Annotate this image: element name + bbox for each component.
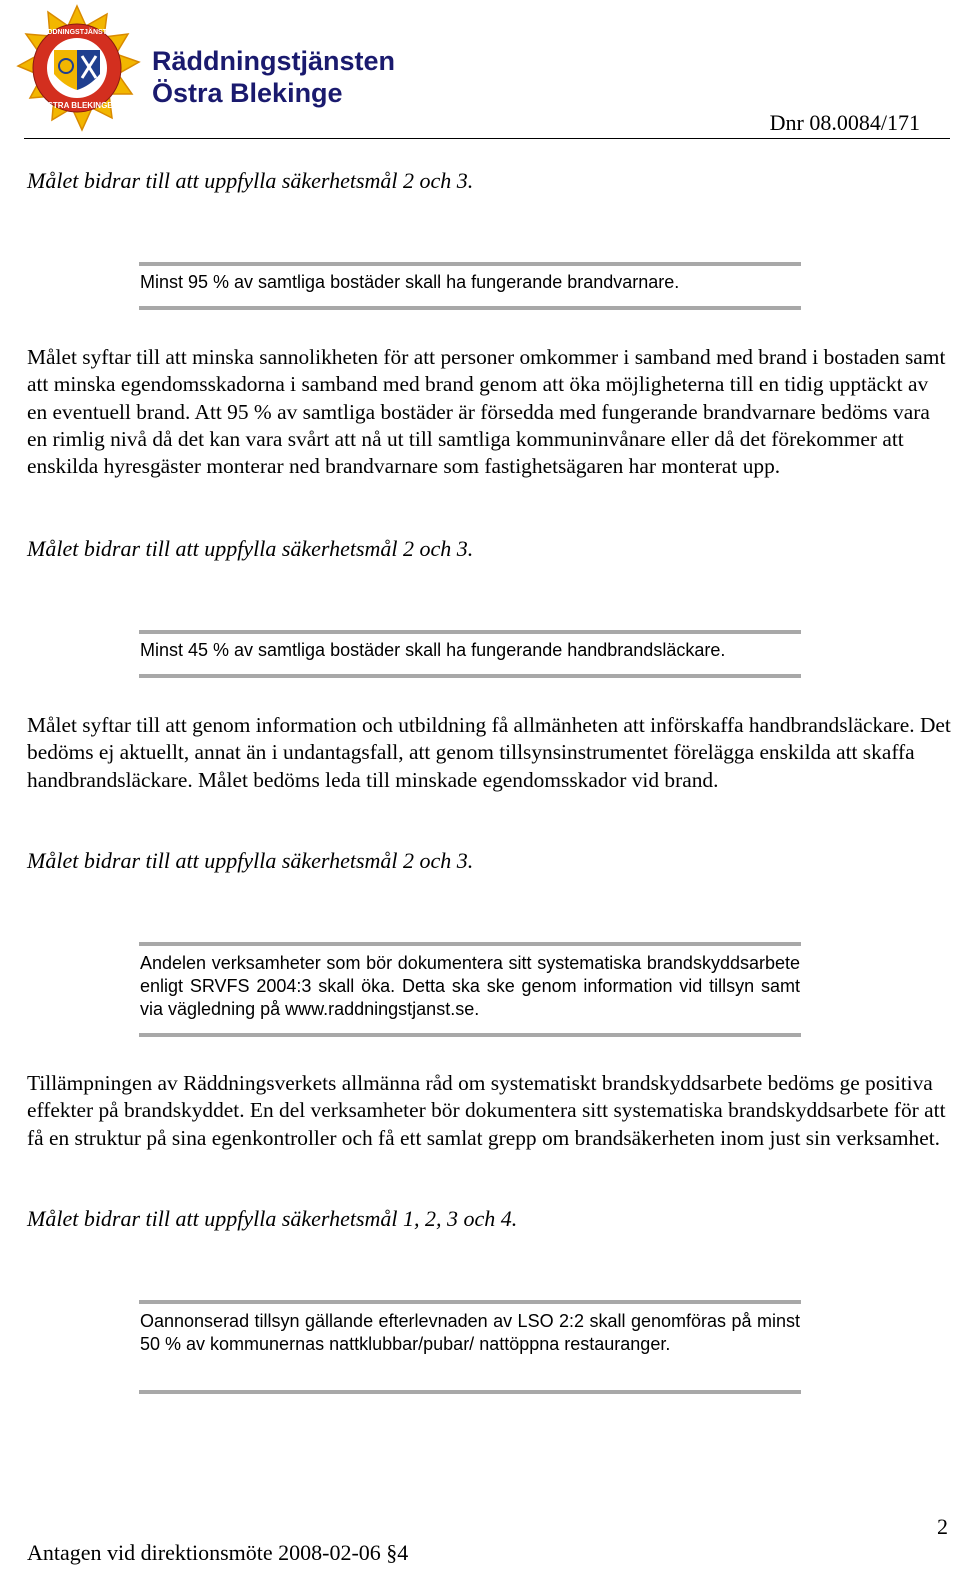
goal-box-text: Oannonserad tillsyn gällande efterlevnaden av LSO 2:2 skall genomföras på minst 50 % av kommunernas nattklubbar/pubar/ nattöppna restauranger. — [140, 1311, 800, 1354]
header-divider — [24, 138, 950, 139]
svg-text:ÖSTRA BLEKINGE: ÖSTRA BLEKINGE — [41, 101, 113, 110]
goal-box-top-rule — [139, 1300, 801, 1304]
document-number: Dnr 08.0084/171 — [769, 110, 920, 135]
goal-note: Målet bidrar till att uppfylla säkerhetsmål 2 och 3. — [27, 848, 474, 873]
goal-box-text: Minst 45 % av samtliga bostäder skall ha fungerande handbrandsläckare. — [140, 640, 726, 660]
adoption-footer: Antagen vid direktionsmöte 2008-02-06 §4 — [27, 1540, 409, 1565]
goal-box-top-rule — [139, 942, 801, 946]
goal-box-bottom-rule — [139, 674, 801, 678]
organization-name-line2: Östra Blekinge — [152, 78, 343, 108]
goal-box-text: Andelen verksamheter som bör dokumentera sitt systematiska brandskyddsarbete enligt SRVFS 2004:3 skall öka. Detta ska ske genom information vid tillsyn samt via vägledning på www.raddningstjanst.se. — [140, 953, 800, 1019]
goal-explanation: Målet syftar till att minska sannolikheten för att personer omkommer i samband med brand i bostaden samt att minska egendomsskadorna i samband med brand genom att öka möjligheterna till en tidig upptäckt av en eventuell brand. Att 95 % av samtliga bostäder är försedda med fungerande brandvarnare bedöms vara en rimlig nivå då det kan vara svårt att nå ut till samtliga kommuninvånare eller då det förekommer att enskilda hyresgäster monterar ned brandvarnare som fastighetsägaren har monterat upp. — [27, 345, 946, 479]
goal-explanation: Tillämpningen av Räddningsverkets allmänna råd om systematiskt brandskyddsarbete bedöms ge positiva effekter på brandskyddet. En del verksamheter bör dokumentera sitt systematiska brandskyddsarbete för att få en struktur på sina egenkontroller och få ett samlat grepp om brandsäkerheten inom just sin verksamhet. — [27, 1071, 946, 1150]
goal-box-top-rule — [139, 262, 801, 266]
goal-box-bottom-rule — [139, 306, 801, 310]
goal-note: Målet bidrar till att uppfylla säkerhetsmål 2 och 3. — [27, 168, 474, 193]
svg-text:RÄDDNINGSTJÄNSTEN: RÄDDNINGSTJÄNSTEN — [37, 29, 117, 36]
goal-box-top-rule — [139, 630, 801, 634]
goal-box-bottom-rule — [139, 1390, 801, 1394]
goal-explanation: Målet syftar till att genom information och utbildning få allmänheten att införskaffa handbrandsläckare. Det bedöms ej aktuellt, annat än i undantagsfall, att genom tillsynsinstrumentet förelägga enskilda att skaffa handbrandsläckare. Målet bedöms leda till minskade egendomsskador vid brand. — [27, 713, 951, 792]
goal-note: Målet bidrar till att uppfylla säkerhetsmål 2 och 3. — [27, 536, 474, 561]
goal-box-text: Minst 95 % av samtliga bostäder skall ha fungerande brandvarnare. — [140, 272, 680, 292]
organization-name-line1: Räddningstjänsten — [152, 46, 396, 76]
page-number: 2 — [937, 1514, 948, 1539]
emblem-logo — [12, 4, 142, 134]
goal-box-bottom-rule — [139, 1033, 801, 1037]
goal-note: Målet bidrar till att uppfylla säkerhetsmål 1, 2, 3 och 4. — [27, 1206, 518, 1231]
